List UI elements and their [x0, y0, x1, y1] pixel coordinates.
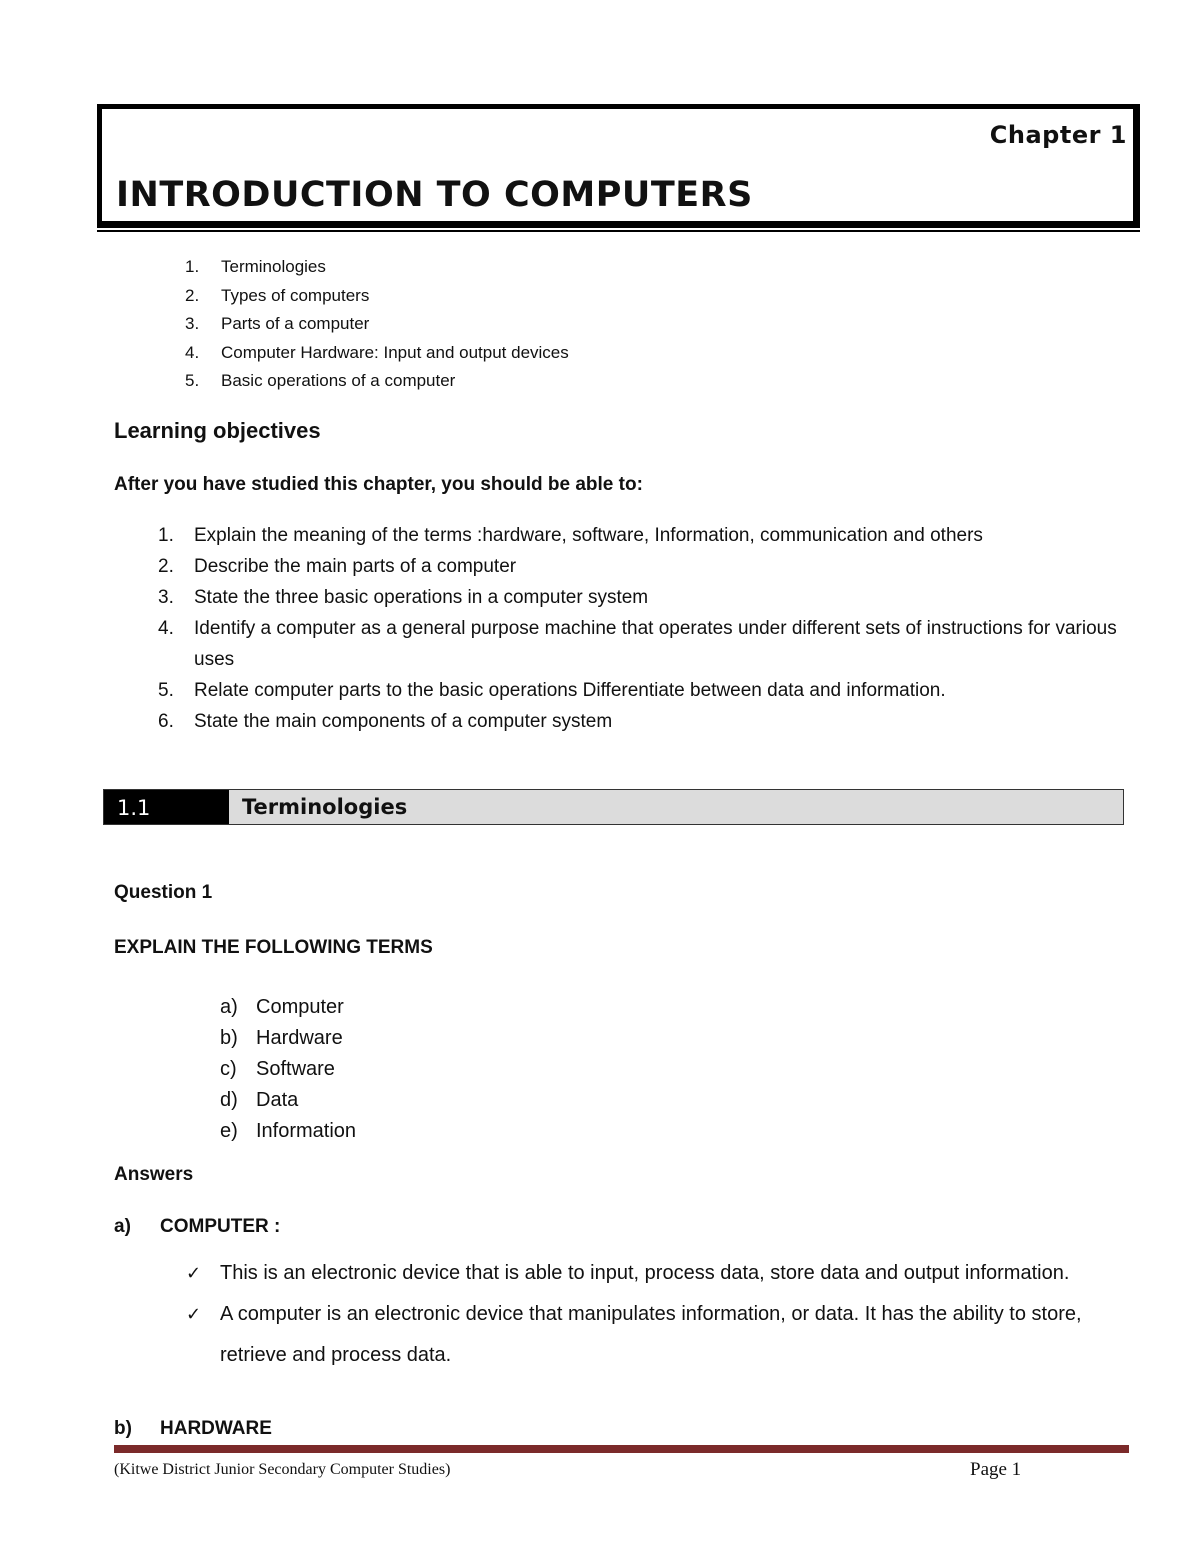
objective-item: 4. Identify a computer as a general purpose machine that operates under different sets of instructions for various uses	[158, 618, 1117, 670]
term-item: b) Hardware	[220, 1027, 343, 1049]
section-title: Terminologies	[242, 795, 408, 819]
learning-objectives-heading: Learning objectives	[114, 418, 321, 443]
objective-item: 6. State the main components of a computer system	[158, 711, 613, 732]
chapter-header-box	[97, 104, 1140, 228]
checkmark-icon: ✓	[186, 1304, 202, 1325]
footer-rule	[114, 1445, 1129, 1453]
chapter-title: INTRODUCTION TO COMPUTERS	[116, 175, 753, 215]
contents-item: 3. Parts of a computer	[185, 314, 370, 333]
section-heading-bar	[103, 789, 1124, 825]
answer-a-points	[186, 1253, 1136, 1376]
chapter-contents-list	[185, 254, 569, 397]
answer-point: ✓ This is an electronic device that is able to input, process data, store data and output information.	[186, 1253, 1136, 1294]
objective-item: 1. Explain the meaning of the terms :hardware, software, Information, communication and others	[158, 525, 983, 546]
objective-item: 3. State the three basic operations in a computer system	[158, 587, 649, 608]
answer-b-heading: b) HARDWARE	[114, 1418, 272, 1439]
contents-item: 2. Types of computers	[185, 285, 370, 305]
chapter-label: Chapter 1	[989, 121, 1127, 149]
contents-item: 4. Computer Hardware: Input and output devices	[185, 342, 569, 362]
contents-item: 1. Terminologies	[185, 257, 326, 276]
learning-objectives-intro: After you have studied this chapter, you should be able to:	[114, 474, 643, 495]
question-label: Question 1	[114, 882, 213, 903]
objective-item: 5. Relate computer parts to the basic operations Differentiate between data and information.	[158, 680, 946, 701]
checkmark-icon: ✓	[186, 1263, 202, 1284]
term-item: a) Computer	[220, 996, 344, 1018]
term-item: c) Software	[220, 1058, 335, 1080]
answers-label: Answers	[114, 1164, 194, 1185]
terms-list	[220, 992, 356, 1147]
answer-point: ✓ A computer is an electronic device that manipulates information, or data. It has the ability to store, retrieve and process data.	[186, 1294, 1136, 1376]
answer-a-heading: a) COMPUTER :	[114, 1216, 281, 1237]
contents-item: 5. Basic operations of a computer	[185, 371, 456, 390]
objectives-list	[158, 520, 1118, 737]
question-instruction: EXPLAIN THE FOLLOWING TERMS	[114, 937, 433, 958]
page-number: Page 1	[970, 1459, 1022, 1480]
term-item: d) Data	[220, 1089, 299, 1111]
term-item: e) Information	[220, 1120, 357, 1142]
footer-source: (Kitwe District Junior Secondary Computer Studies)	[114, 1461, 451, 1478]
section-number: 1.1	[104, 790, 229, 824]
objective-item: 2. Describe the main parts of a computer	[158, 556, 517, 577]
